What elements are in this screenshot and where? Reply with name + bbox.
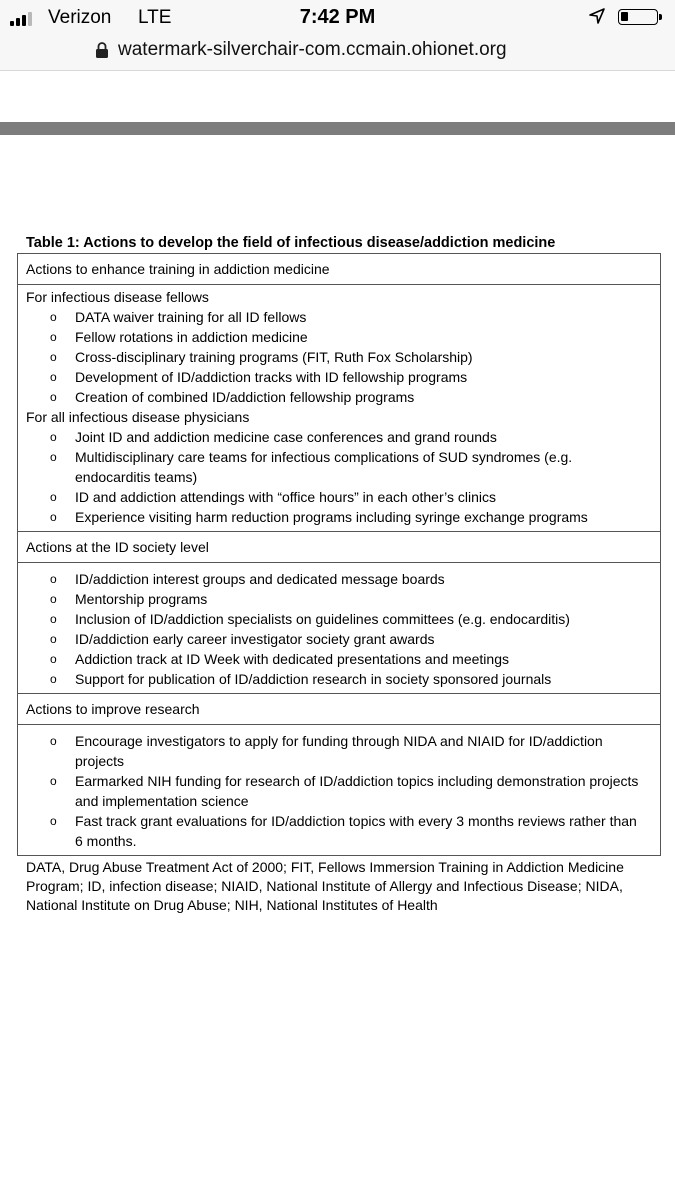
section-header: Actions to improve research — [18, 694, 660, 725]
list-item: o Cross-disciplinary training programs (FIT, Ruth Fox Scholarship) — [50, 349, 473, 365]
status-bar — [0, 0, 675, 36]
network-type: LTE — [138, 7, 172, 28]
list-item: o Experience visiting harm reduction programs including syringe exchange programs — [50, 509, 588, 525]
bullet: o — [50, 450, 57, 464]
group-label: For all infectious disease physicians — [26, 409, 250, 425]
list-item: o Mentorship programs — [50, 591, 208, 607]
bullet: o — [50, 734, 57, 748]
bullet: o — [50, 390, 57, 404]
location-arrow-icon — [588, 7, 606, 25]
group-label: For infectious disease fellows — [26, 289, 209, 305]
bullet: o — [50, 490, 57, 504]
bullet: o — [50, 310, 57, 324]
address-bar[interactable] — [0, 36, 675, 71]
bullet: o — [50, 652, 57, 666]
bullet: o — [50, 612, 57, 626]
list-item: o Inclusion of ID/addiction specialists on guidelines committees (e.g. endocarditis) — [50, 611, 570, 627]
status-time: 7:42 PM — [299, 6, 376, 28]
table-title: Table 1: Actions to develop the field of infectious disease/addiction medicine — [26, 235, 556, 251]
section-body — [18, 285, 660, 532]
battery-icon — [618, 9, 658, 25]
list-item: o Development of ID/addiction tracks with ID fellowship programs — [50, 369, 468, 385]
section-body — [18, 563, 660, 694]
list-item: o Encourage investigators to apply for funding through NIDA and NIAID for ID/addiction projects — [50, 733, 603, 769]
list-item: o Support for publication of ID/addiction research in society sponsored journals — [50, 671, 552, 687]
list-item: o ID/addiction interest groups and dedicated message boards — [50, 571, 445, 587]
bullet: o — [50, 350, 57, 364]
section-header: Actions at the ID society level — [18, 532, 660, 563]
list-item: o Earmarked NIH funding for research of ID/addiction topics including demonstration projects and implementation science — [50, 773, 639, 809]
carrier-name: Verizon — [48, 7, 112, 28]
bullet: o — [50, 370, 57, 384]
bullet: o — [50, 510, 57, 524]
list-item: o Multidisciplinary care teams for infectious complications of SUD syndromes (e.g. endocarditis teams) — [50, 449, 573, 485]
page-header-band — [0, 122, 675, 135]
list-item: o Creation of combined ID/addiction fellowship programs — [50, 389, 415, 405]
url-text[interactable]: watermark-silverchair-com.ccmain.ohionet.org — [118, 39, 507, 60]
actions-table — [17, 253, 661, 856]
lock-icon — [95, 41, 109, 59]
bullet: o — [50, 814, 57, 828]
list-item: o Fellow rotations in addiction medicine — [50, 329, 308, 345]
list-item: o Addiction track at ID Week with dedicated presentations and meetings — [50, 651, 509, 667]
list-item: o DATA waiver training for all ID fellows — [50, 309, 307, 325]
bullet: o — [50, 774, 57, 788]
bullet: o — [50, 592, 57, 606]
battery-tip — [659, 14, 662, 20]
list-item: o Fast track grant evaluations for ID/addiction topics with every 3 months reviews rather than 6 months. — [50, 813, 637, 849]
section-body — [18, 725, 660, 855]
list-item: o Joint ID and addiction medicine case conferences and grand rounds — [50, 429, 497, 445]
bullet: o — [50, 330, 57, 344]
list-item: o ID/addiction early career investigator society grant awards — [50, 631, 435, 647]
bullet: o — [50, 430, 57, 444]
table-footnote: DATA, Drug Abuse Treatment Act of 2000; FIT, Fellows Immersion Training in Addiction Medicine Program; ID, infection disease; NIAID, National Institute of Allergy and Infectious Disease; NIDA, National Institute on Drug Abuse; NIH, National Institutes of Health — [26, 859, 624, 913]
list-item: o ID and addiction attendings with “office hours” in each other’s clinics — [50, 489, 497, 505]
section-header: Actions to enhance training in addiction medicine — [18, 254, 660, 285]
bullet: o — [50, 572, 57, 586]
bullet: o — [50, 632, 57, 646]
bullet: o — [50, 672, 57, 686]
